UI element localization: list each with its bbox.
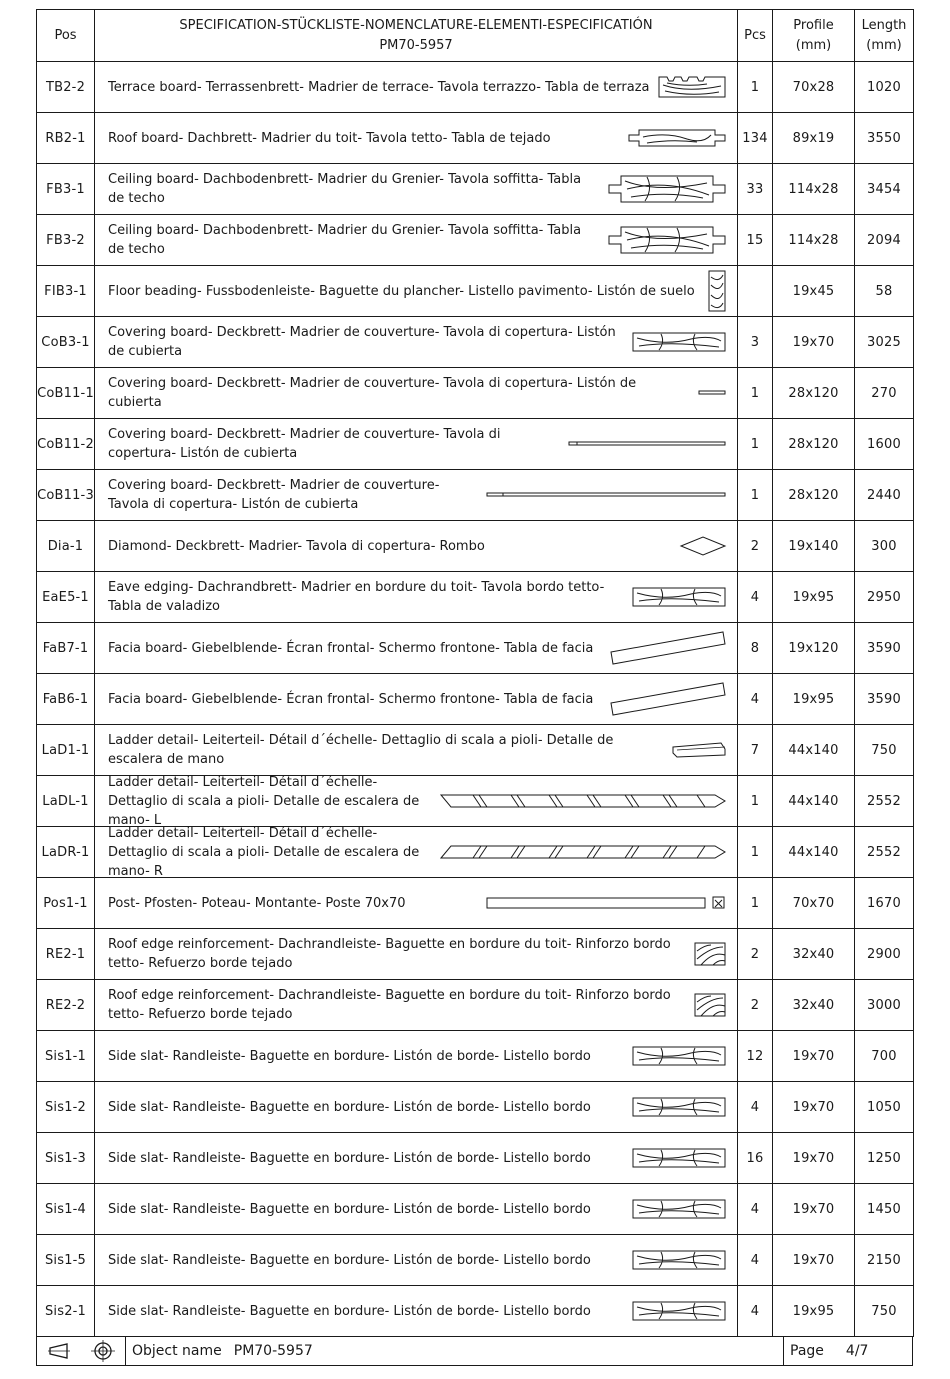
cell-pos: RB2-1 (37, 113, 95, 164)
specification-table (36, 9, 914, 1337)
description-text: Side slat- Randleiste- Baguette en bordure- Listón de borde- Listello bordo (108, 1303, 591, 1319)
description-text: Side slat- Randleiste- Baguette en bordure- Listón de borde- Listello bordo (108, 1048, 591, 1064)
cell-pcs: 4 (738, 1286, 773, 1337)
cell-profile: 114x28 (773, 164, 855, 215)
description-text: Facia board- Giebelblende- Écran frontal- Schermo frontone- Tabla de facia (108, 640, 594, 656)
cell-pos: EaE5-1 (37, 572, 95, 623)
cell-length: 2900 (855, 929, 914, 980)
flat-board-profile-icon (631, 1095, 727, 1119)
cell-profile: 19x95 (773, 674, 855, 725)
object-name-field (126, 1337, 784, 1365)
diamond-icon (679, 535, 727, 557)
cell-pos: FIB3-1 (37, 266, 95, 317)
cell-pos: TB2-2 (37, 62, 95, 113)
description-text: Side slat- Randleiste- Baguette en bordure- Listón de borde- Listello bordo (108, 1099, 591, 1115)
cell-pos: CoB11-3 (37, 470, 95, 521)
cell-pos: FaB6-1 (37, 674, 95, 725)
cell-description (95, 164, 738, 215)
description-text: Ceiling board- Dachbodenbrett- Madrier du Grenier- Tavola soffitta- Tabla de techo (108, 223, 582, 257)
cell-pos: CoB11-1 (37, 368, 95, 419)
header-profile-line2: (mm) (795, 37, 832, 53)
cell-pcs: 4 (738, 674, 773, 725)
cell-description (95, 215, 738, 266)
cell-profile: 19x70 (773, 1184, 855, 1235)
cell-pos: FB3-1 (37, 164, 95, 215)
table-row (37, 674, 914, 725)
table-row (37, 113, 914, 164)
cell-description (95, 1184, 738, 1235)
header-pcs: Pcs (738, 10, 773, 62)
cell-description (95, 1133, 738, 1184)
cell-length: 2950 (855, 572, 914, 623)
cell-profile: 28x120 (773, 470, 855, 521)
cell-description (95, 1031, 738, 1082)
description-text: Ladder detail- Leiterteil- Détail d´échelle- Dettaglio di scala a pioli- Detalle de escalera de mano- R (108, 825, 420, 879)
flat-board-profile-icon (631, 1248, 727, 1272)
flat-board-profile-icon (631, 1146, 727, 1170)
cell-length: 1050 (855, 1082, 914, 1133)
cell-profile: 70x70 (773, 878, 855, 929)
cell-pos: CoB11-2 (37, 419, 95, 470)
table-row (37, 266, 914, 317)
cell-description (95, 980, 738, 1031)
cell-pcs: 15 (738, 215, 773, 266)
cell-pcs: 1 (738, 470, 773, 521)
header-title (95, 10, 738, 62)
table-row (37, 1082, 914, 1133)
cell-description (95, 674, 738, 725)
long-strip-icon (567, 440, 727, 448)
flat-board-profile-icon (631, 1197, 727, 1221)
table-row (37, 1031, 914, 1082)
cell-length: 270 (855, 368, 914, 419)
cell-length: 58 (855, 266, 914, 317)
post-icon (485, 895, 727, 911)
cell-pos: LaD1-1 (37, 725, 95, 776)
cell-pcs: 12 (738, 1031, 773, 1082)
cell-description (95, 368, 738, 419)
header-profile-line1: Profile (793, 17, 834, 33)
cell-pos: Sis1-4 (37, 1184, 95, 1235)
cell-profile: 19x45 (773, 266, 855, 317)
footer-symbols (37, 1337, 126, 1365)
cell-pcs: 8 (738, 623, 773, 674)
header-title-line1: SPECIFICATION-STÜCKLISTE-NOMENCLATURE-ELEMENTI-ESPECIFICATIÓN (179, 17, 653, 33)
table-row (37, 470, 914, 521)
cell-description (95, 827, 738, 878)
cell-pcs: 1 (738, 419, 773, 470)
cell-length: 3454 (855, 164, 914, 215)
cell-pos: Dia-1 (37, 521, 95, 572)
cell-pcs: 3 (738, 317, 773, 368)
description-text: Covering board- Deckbrett- Madrier de couverture- Tavola di copertura- Listón de cubierta (108, 478, 440, 512)
cell-pcs: 7 (738, 725, 773, 776)
table-row (37, 1133, 914, 1184)
description-text: Floor beading- Fussbodenleiste- Baguette du plancher- Listello pavimento- Listón de suelo (108, 283, 695, 299)
table-row (37, 368, 914, 419)
header-length (855, 10, 914, 62)
cell-pcs: 2 (738, 929, 773, 980)
cell-length: 1450 (855, 1184, 914, 1235)
cell-length: 2552 (855, 776, 914, 827)
description-text: Terrace board- Terrassenbrett- Madrier de terrace- Tavola terrazzo- Tabla de terraza (108, 79, 650, 95)
description-text: Covering board- Deckbrett- Madrier de couverture- Tavola di copertura- Listón de cubierta (108, 325, 616, 359)
cell-pos: LaDR-1 (37, 827, 95, 878)
flat-board-profile-icon (631, 1044, 727, 1068)
long-strip-2-icon (485, 491, 727, 499)
table-body (37, 62, 914, 1337)
table-row (37, 827, 914, 878)
terrace-board-profile-icon (657, 73, 727, 101)
page-value: 4/7 (845, 1343, 869, 1359)
tongue-groove-thick-profile-icon (607, 224, 727, 256)
description-text: Roof board- Dachbrett- Madrier du toit- Tavola tetto- Tabla de tejado (108, 130, 551, 146)
cell-pcs: 2 (738, 980, 773, 1031)
description-text: Post- Pfosten- Poteau- Montante- Poste 70x70 (108, 895, 406, 911)
flat-board-profile-icon (631, 585, 727, 609)
cell-pos: FB3-2 (37, 215, 95, 266)
cell-description (95, 878, 738, 929)
cell-pos: LaDL-1 (37, 776, 95, 827)
header-length-line1: Length (861, 17, 907, 33)
tongue-groove-profile-icon (627, 127, 727, 149)
header-length-line2: (mm) (866, 37, 902, 53)
square-section-icon (693, 941, 727, 967)
cell-length: 2094 (855, 215, 914, 266)
object-name-value: PM70-5957 (233, 1343, 313, 1359)
cell-length: 2552 (855, 827, 914, 878)
description-text: Covering board- Deckbrett- Madrier de couverture- Tavola di copertura- Listón de cubierta (108, 427, 501, 461)
flat-board-profile-icon (631, 1299, 727, 1323)
cell-description (95, 317, 738, 368)
slanted-board-icon (609, 679, 727, 719)
table-row (37, 623, 914, 674)
cell-length: 2440 (855, 470, 914, 521)
table-row (37, 929, 914, 980)
short-strip-icon (697, 389, 727, 397)
cell-profile: 28x120 (773, 419, 855, 470)
tongue-groove-thick-profile-icon (607, 173, 727, 205)
cell-profile: 89x19 (773, 113, 855, 164)
table-row (37, 62, 914, 113)
footer-bar (36, 1337, 913, 1366)
cell-pos: Pos1-1 (37, 878, 95, 929)
cell-description (95, 929, 738, 980)
cell-length: 1250 (855, 1133, 914, 1184)
cell-pos: Sis1-1 (37, 1031, 95, 1082)
cell-pcs: 1 (738, 62, 773, 113)
cell-length: 1600 (855, 419, 914, 470)
projection-circle-icon (91, 1340, 115, 1362)
cell-profile: 19x70 (773, 317, 855, 368)
table-row (37, 980, 914, 1031)
cell-pcs: 4 (738, 572, 773, 623)
cell-profile: 19x70 (773, 1235, 855, 1286)
cell-length: 3025 (855, 317, 914, 368)
cell-pos: RE2-1 (37, 929, 95, 980)
cell-length: 3590 (855, 623, 914, 674)
cell-pcs: 33 (738, 164, 773, 215)
cell-pos: Sis1-2 (37, 1082, 95, 1133)
table-row (37, 1235, 914, 1286)
object-name-label: Object name (132, 1343, 222, 1359)
cell-profile: 19x70 (773, 1133, 855, 1184)
page-label: Page (790, 1343, 824, 1359)
cell-profile: 19x140 (773, 521, 855, 572)
cell-pos: FaB7-1 (37, 623, 95, 674)
cell-length: 1020 (855, 62, 914, 113)
cell-length: 300 (855, 521, 914, 572)
table-row (37, 776, 914, 827)
table-row (37, 725, 914, 776)
specification-sheet (36, 9, 913, 1366)
table-row (37, 521, 914, 572)
description-text: Ceiling board- Dachbodenbrett- Madrier du Grenier- Tavola soffitta- Tabla de techo (108, 172, 582, 206)
cell-length: 2150 (855, 1235, 914, 1286)
cell-pcs: 4 (738, 1082, 773, 1133)
cell-profile: 32x40 (773, 929, 855, 980)
table-row (37, 164, 914, 215)
cell-profile: 28x120 (773, 368, 855, 419)
cell-description (95, 572, 738, 623)
cell-profile: 19x70 (773, 1031, 855, 1082)
description-text: Facia board- Giebelblende- Écran frontal- Schermo frontone- Tabla de facia (108, 691, 594, 707)
square-section-icon (693, 992, 727, 1018)
cell-description (95, 113, 738, 164)
cell-length: 700 (855, 1031, 914, 1082)
header-profile (773, 10, 855, 62)
header-pos: Pos (37, 10, 95, 62)
cell-length: 3590 (855, 674, 914, 725)
cell-pcs: 1 (738, 776, 773, 827)
page-field (784, 1337, 912, 1365)
cell-length: 750 (855, 1286, 914, 1337)
description-text: Ladder detail- Leiterteil- Détail d´échelle- Dettaglio di scala a pioli- Detalle de escalera de mano- L (108, 774, 420, 828)
cell-profile: 44x140 (773, 725, 855, 776)
description-text: Side slat- Randleiste- Baguette en bordure- Listón de borde- Listello bordo (108, 1201, 591, 1217)
cell-description (95, 266, 738, 317)
cell-length: 3550 (855, 113, 914, 164)
table-row (37, 317, 914, 368)
table-row (37, 1286, 914, 1337)
description-text: Roof edge reinforcement- Dachrandleiste- Baguette en bordure du toit- Rinforzo bordo tetto- Refuerzo borde tejado (108, 988, 671, 1022)
cell-profile: 70x28 (773, 62, 855, 113)
cell-profile: 19x95 (773, 1286, 855, 1337)
cell-pcs: 4 (738, 1235, 773, 1286)
cell-pcs (738, 266, 773, 317)
cell-profile: 19x95 (773, 572, 855, 623)
cell-profile: 32x40 (773, 980, 855, 1031)
cell-pos: Sis2-1 (37, 1286, 95, 1337)
cell-pos: Sis1-5 (37, 1235, 95, 1286)
cell-description (95, 776, 738, 827)
cell-pos: RE2-2 (37, 980, 95, 1031)
cell-description (95, 419, 738, 470)
description-text: Ladder detail- Leiterteil- Détail d´échelle- Dettaglio di scala a pioli- Detalle de escalera de mano (108, 733, 614, 767)
header-title-line2: PM70-5957 (379, 37, 453, 53)
description-text: Side slat- Randleiste- Baguette en bordure- Listón de borde- Listello bordo (108, 1150, 591, 1166)
description-text: Side slat- Randleiste- Baguette en bordure- Listón de borde- Listello bordo (108, 1252, 591, 1268)
cell-pcs: 1 (738, 878, 773, 929)
ladder-rail-left-icon (439, 791, 727, 811)
description-text: Diamond- Deckbrett- Madrier- Tavola di copertura- Rombo (108, 538, 485, 554)
cell-length: 1670 (855, 878, 914, 929)
cell-pcs: 4 (738, 1184, 773, 1235)
cell-pcs: 2 (738, 521, 773, 572)
cell-description (95, 521, 738, 572)
flat-board-profile-icon (631, 330, 727, 354)
cell-profile: 19x120 (773, 623, 855, 674)
description-text: Covering board- Deckbrett- Madrier de couverture- Tavola di copertura- Listón de cubierta (108, 376, 637, 410)
cell-length: 750 (855, 725, 914, 776)
table-row (37, 215, 914, 266)
cell-profile: 114x28 (773, 215, 855, 266)
table-row (37, 1184, 914, 1235)
cell-pos: Sis1-3 (37, 1133, 95, 1184)
cell-description (95, 1286, 738, 1337)
projection-cone-icon (47, 1342, 71, 1360)
header-row (37, 10, 914, 62)
cell-description (95, 62, 738, 113)
cell-description (95, 1082, 738, 1133)
table-row (37, 572, 914, 623)
cell-pcs: 134 (738, 113, 773, 164)
cell-length: 3000 (855, 980, 914, 1031)
ladder-rail-right-icon (439, 842, 727, 862)
slanted-board-icon (609, 628, 727, 668)
table-row (37, 419, 914, 470)
description-text: Roof edge reinforcement- Dachrandleiste- Baguette en bordure du toit- Rinforzo bordo tetto- Refuerzo borde tejado (108, 937, 671, 971)
ladder-step-icon (671, 741, 727, 759)
cell-pcs: 1 (738, 368, 773, 419)
cell-profile: 44x140 (773, 827, 855, 878)
table-row (37, 878, 914, 929)
cell-pcs: 1 (738, 827, 773, 878)
cell-pos: CoB3-1 (37, 317, 95, 368)
description-text: Eave edging- Dachrandbrett- Madrier en bordure du toit- Tavola bordo tetto- Tabla de valadizo (108, 580, 605, 614)
cell-description (95, 470, 738, 521)
cell-profile: 44x140 (773, 776, 855, 827)
cell-pcs: 16 (738, 1133, 773, 1184)
vertical-beading-profile-icon (707, 269, 727, 313)
cell-description (95, 623, 738, 674)
cell-description (95, 1235, 738, 1286)
cell-profile: 19x70 (773, 1082, 855, 1133)
cell-description (95, 725, 738, 776)
